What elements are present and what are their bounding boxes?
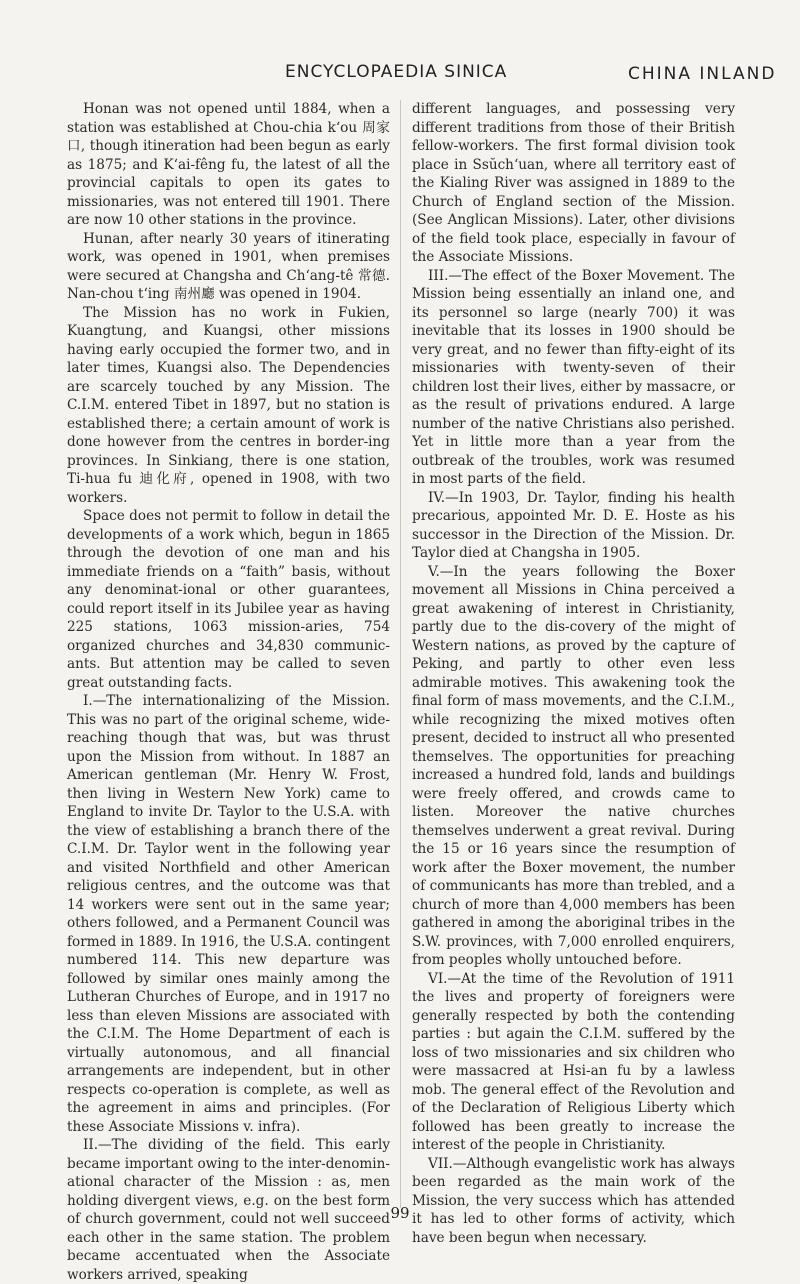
paragraph-section-vi: VI.—At the time of the Revolution of 1911 the lives and property of foreigners were generally respected by both the contending parties : but again the C.I.M. suffered by the loss of two missionaries and six children who were massacred at Hsi-an fu by a lawless mob. The general effect of the Revolution and of the Declaration of Religious Liberty which followed has been greatly to increase the interest of the people in Christianity. xyxy=(412,970,735,1153)
running-header-right: CHINA INLAND xyxy=(628,64,777,84)
left-column xyxy=(67,100,390,1284)
page-number: 99 xyxy=(390,1204,410,1222)
column-divider xyxy=(400,100,401,1208)
paragraph-section-i: I.—The internationalizing of the Mission. This was no part of the original scheme, wide-reaching though that was, but was thrust upon the Mission from without. In 1887 an American gentleman (Mr. Henry W. Frost, then living in Western New York) came to England to invite Dr. Taylor to the U.S.A. with the view of establishing a branch there of the C.I.M. Dr. Taylor went in the following year and visited Northfield and other American religious centres, and the outcome was that 14 workers were sent out in the same year; others followed, and a Permanent Council was formed in 1889. In 1916, the U.S.A. contingent numbered 114. This new departure was followed by similar ones mainly among the Lutheran Churches of Europe, and in 1917 no less than eleven Missions are associated with the C.I.M. The Home Department of each is virtually autonomous, and all financial arrangements are independent, but in other respects co-operation is complete, as well as the agreement in aims and principles. (For these Associate Missions v. infra). xyxy=(67,693,390,1135)
running-header-left: ENCYCLOPAEDIA SINICA xyxy=(285,62,508,82)
paragraph-section-ii: II.—The dividing of the field. This early became important owing to the inter-denomin-ational character of the Mission : as, men holding divergent views, e.g. on the best form of church government, could not well succeed each other in the same station. The problem became accentuated when the Associate workers arrived, speaking xyxy=(67,1137,390,1283)
paragraph-honan: Honan was not opened until 1884, when a station was established at Chou-chia k‘ou 周家口, though itineration had been begun as early as 1875; and K‘ai-fêng fu, the latest of all the provincial capitals to open its gates to missionaries, was not entered till 1901. There are now 10 other stations in the province. xyxy=(67,101,390,228)
right-column xyxy=(412,100,735,1247)
paragraph-space: Space does not permit to follow in detail the developments of a work which, begun in 1865 through the devotion of one man and his immediate friends on a “faith” basis, without any denominat-ional or other guarantees, could report itself in its Jubilee year as having 225 stations, 1063 mission-aries, 754 organized churches and 34,830 communic-ants. But attention may be called to seven great outstanding facts. xyxy=(67,508,390,691)
paragraph-hunan: Hunan, after nearly 30 years of itinerating work, was opened in 1901, when premises were secured at Changsha and Ch‘ang-tê 常德. Nan-chou t‘ing 南州廳 was opened in 1904. xyxy=(67,230,390,302)
paragraph-continued: different languages, and possessing very different traditions from those of their British fellow-workers. The first formal division took place in Ssŭch‘uan, where all territory east of the Kialing River was assigned in 1889 to the Church of England section of the Mission. (See Anglican Missions). Later, other divisions of the field took place, especially in favour of the Associate Missions. xyxy=(412,101,735,265)
paragraph-fukien: The Mission has no work in Fukien, Kuangtung, and Kuangsi, other missions having early occupied the former two, and in later times, Kuangsi also. The Dependencies are scarcely touched by any Mission. The C.I.M. entered Tibet in 1897, but no station is established there; a certain amount of work is done however from the centres in border-ing provinces. In Sinkiang, there is one station, Ti-hua fu 迪化府, opened in 1908, with two workers. xyxy=(67,304,390,506)
paragraph-section-vii: VII.—Although evangelistic work has always been regarded as the main work of the Mission, the very success which has attended it has led to other forms of activity, which have been begun when necessary. xyxy=(412,1155,735,1246)
paragraph-section-iv: IV.—In 1903, Dr. Taylor, finding his health precarious, appointed Mr. D. E. Hoste as his successor in the Direction of the Mission. Dr. Taylor died at Changsha in 1905. xyxy=(412,489,735,561)
paragraph-section-iii: III.—The effect of the Boxer Movement. The Mission being essentially an inland one, and its personnel so large (nearly 700) it was inevitable that its losses in 1900 should be very great, and no fewer than fifty-eight of its missionaries with twenty-seven of their children lost their lives, either by massacre, or as the result of privations endured. A large number of the native Christians also perished. Yet in little more than a year from the outbreak of the troubles, work was resumed in most parts of the field. xyxy=(412,267,735,487)
paragraph-section-v: V.—In the years following the Boxer movement all Missions in China perceived a great awakening of interest in Christianity, partly due to the dis-covery of the might of Western nations, as proved by the capture of Peking, and partly to other even less admirable motives. This awakening took the final form of mass movements, and the C.I.M., while recognizing the mixed motives often present, decided to instruct all who presented themselves. The opportunities for preaching increased a hundred fold, lands and buildings were freely offered, and crowds came to listen. Moreover the native churches themselves underwent a great revival. During the 15 or 16 years since the resumption of work after the Boxer movement, the number of communicants has more than trebled, and a church of more than 4,000 members has been gathered in among the aboriginal tribes in the S.W. provinces, with 7,000 enrolled enquirers, from peoples wholly untouched before. xyxy=(412,563,735,968)
